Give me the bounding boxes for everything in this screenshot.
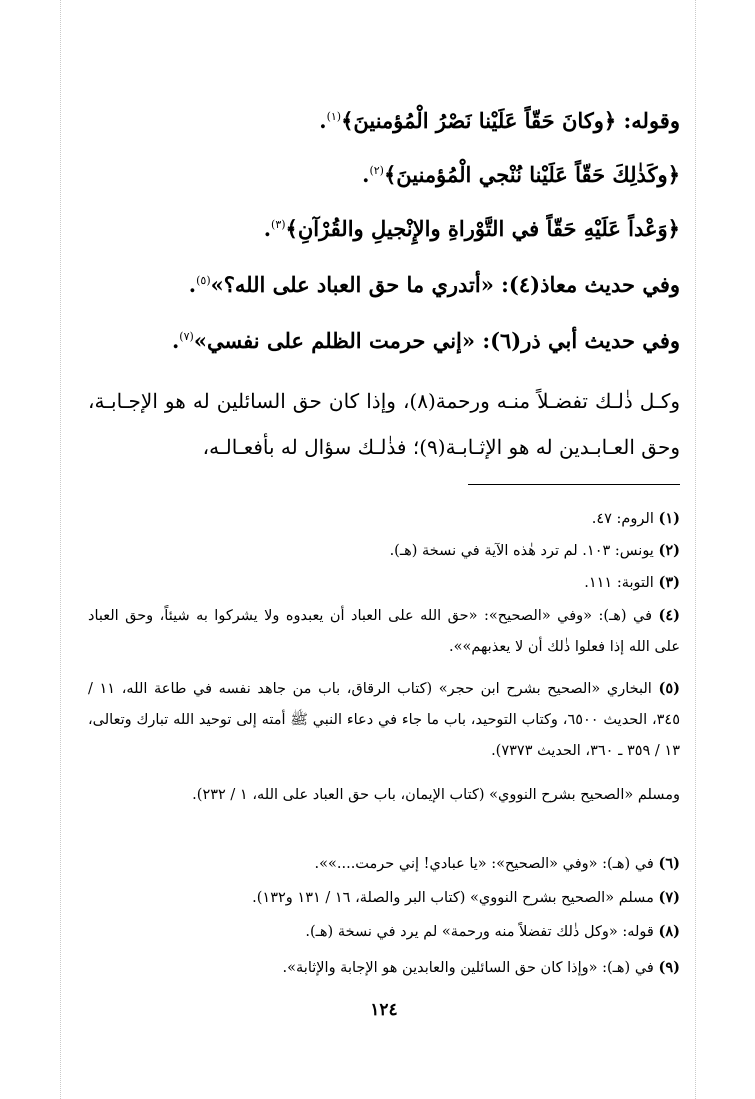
footnote-3 bbox=[88, 567, 680, 599]
footnote-number: (٨) bbox=[658, 923, 680, 940]
footnote-ref: (٣) bbox=[271, 218, 286, 231]
main-line-text: ﴿وكَذٰلِكَ حَقّاً عَلَيْنا نُنْجي الْمُؤمنينَ﴾ bbox=[383, 162, 680, 187]
footnote-text: في (هـ): «وإذا كان حق السائلين والعابدين هو الإجابة والإثابة». bbox=[282, 960, 654, 976]
main-line-3: ﴿وَعْداً عَلَيْهِ حَقّاً في التَّوْراةِ والإِنْجيلِ والقُرْآنِ﴾$^{(٣)}$. bbox=[263, 216, 680, 241]
footnote-number: (٤) bbox=[658, 607, 681, 624]
footnote-text: البخاري «الصحيح بشرح ابن حجر» (كتاب الرقاق، باب من جاهد نفسه في طاعة الله، ١١ / ٣٤٥، الحديث ٦٥٠٠، وكتاب التوحيد، باب ما جاء في دعاء النبي ﷺ أمته إلى توحيد الله تبارك وتعالى، ١٣ / ٣٥٩ ـ ٣٦٠، الحديث ٧٣٧٣). bbox=[88, 681, 680, 759]
footnote-2 bbox=[88, 535, 680, 567]
footnote-text: الروم: ٤٧. bbox=[591, 511, 654, 527]
footnote-ref: (٥) bbox=[196, 274, 211, 287]
footnote-separator bbox=[468, 484, 680, 485]
main-line-text: ﴿وَعْداً عَلَيْهِ حَقّاً في التَّوْراةِ والإِنْجيلِ والقُرْآنِ﴾ bbox=[285, 216, 680, 241]
footnote-number: (٩) bbox=[658, 959, 680, 976]
footnote-5 bbox=[88, 673, 680, 767]
footnote-6 bbox=[88, 848, 680, 880]
footnote-number: (٧) bbox=[658, 889, 680, 906]
footnote-text: في (هـ): «وفي «الصحيح»: «حق الله على العباد أن يعبدوه ولا يشركوا به شيئاً، وحق العباد على الله إذا فعلوا ذٰلك أن لا يعذبهم»». bbox=[88, 608, 680, 655]
main-line-5: وفي حديث أبي ذر(٦): «إني حرمت الظلم على نفسي»$^{(٧)}$. bbox=[171, 328, 680, 353]
footnote-ref: (٧) bbox=[179, 330, 194, 343]
margin-guide-left bbox=[60, 0, 61, 1099]
footnote-5-continued bbox=[88, 780, 680, 811]
margin-guide-right bbox=[695, 0, 696, 1099]
footnote-number: (١) bbox=[658, 510, 680, 527]
main-line-4: وفي حديث معاذ(٤): «أتدري ما حق العباد على الله؟»$^{(٥)}$. bbox=[188, 272, 680, 297]
footnote-number: (٣) bbox=[658, 574, 680, 591]
footnote-9 bbox=[88, 952, 680, 984]
footnote-number: (٢) bbox=[658, 542, 680, 559]
footnote-8 bbox=[88, 916, 680, 948]
footnote-ref: (٢) bbox=[369, 164, 384, 177]
footnote-number: (٥) bbox=[658, 680, 680, 697]
main-line-text: وفي حديث معاذ(٤): «أتدري ما حق العباد على الله؟» bbox=[210, 272, 680, 297]
book-page bbox=[88, 0, 680, 1099]
footnote-ref: (١) bbox=[326, 110, 342, 123]
main-line-1: وقوله: ﴿وكانَ حَقّاً عَلَيْنا نَصْرُ الْمُؤمنينَ﴾$^{(١)}$. bbox=[319, 108, 680, 133]
footnote-7 bbox=[88, 882, 680, 914]
body-paragraph: وكـل ذٰلـك تفضـلاً منـه ورحمة(٨)، وإذا كان حق السائلين له هو الإجـابـة، وحق العـابـدين له هو الإثـابـة(٩)؛ فذٰلـك سؤال له بأفعـالـه، bbox=[88, 389, 680, 459]
footnote-text: التوبة: ١١١. bbox=[584, 575, 654, 591]
footnote-text: يونس: ١٠٣. لم ترد هٰذه الآية في نسخة (هـ). bbox=[389, 543, 654, 559]
footnote-text: في (هـ): «وفي «الصحيح»: «يا عبادي! إني حرمت....»». bbox=[314, 856, 654, 872]
footnote-4 bbox=[88, 600, 680, 663]
footnote-text: ومسلم «الصحيح بشرح النووي» (كتاب الإيمان، باب حق العباد على الله، ١ / ٢٣٢). bbox=[192, 787, 680, 803]
main-line-text: وقوله: ﴿وكانَ حَقّاً عَلَيْنا نَصْرُ الْمُؤمنينَ﴾ bbox=[341, 108, 680, 133]
main-line-2: ﴿وكَذٰلِكَ حَقّاً عَلَيْنا نُنْجي الْمُؤمنينَ﴾$^{(٢)}$. bbox=[362, 162, 680, 187]
footnote-number: (٦) bbox=[658, 855, 680, 872]
footnote-1 bbox=[88, 503, 680, 535]
page-number: ١٢٤ bbox=[370, 1000, 398, 1020]
main-line-text: وفي حديث أبي ذر(٦): «إني حرمت الظلم على نفسي» bbox=[193, 328, 680, 353]
footnote-text: قوله: «وكل ذٰلك تفضلاً منه ورحمة» لم يرد في نسخة (هـ). bbox=[305, 924, 654, 940]
footnote-text: مسلم «الصحيح بشرح النووي» (كتاب البر والصلة، ١٦ / ١٣١ و١٣٢). bbox=[252, 890, 654, 906]
